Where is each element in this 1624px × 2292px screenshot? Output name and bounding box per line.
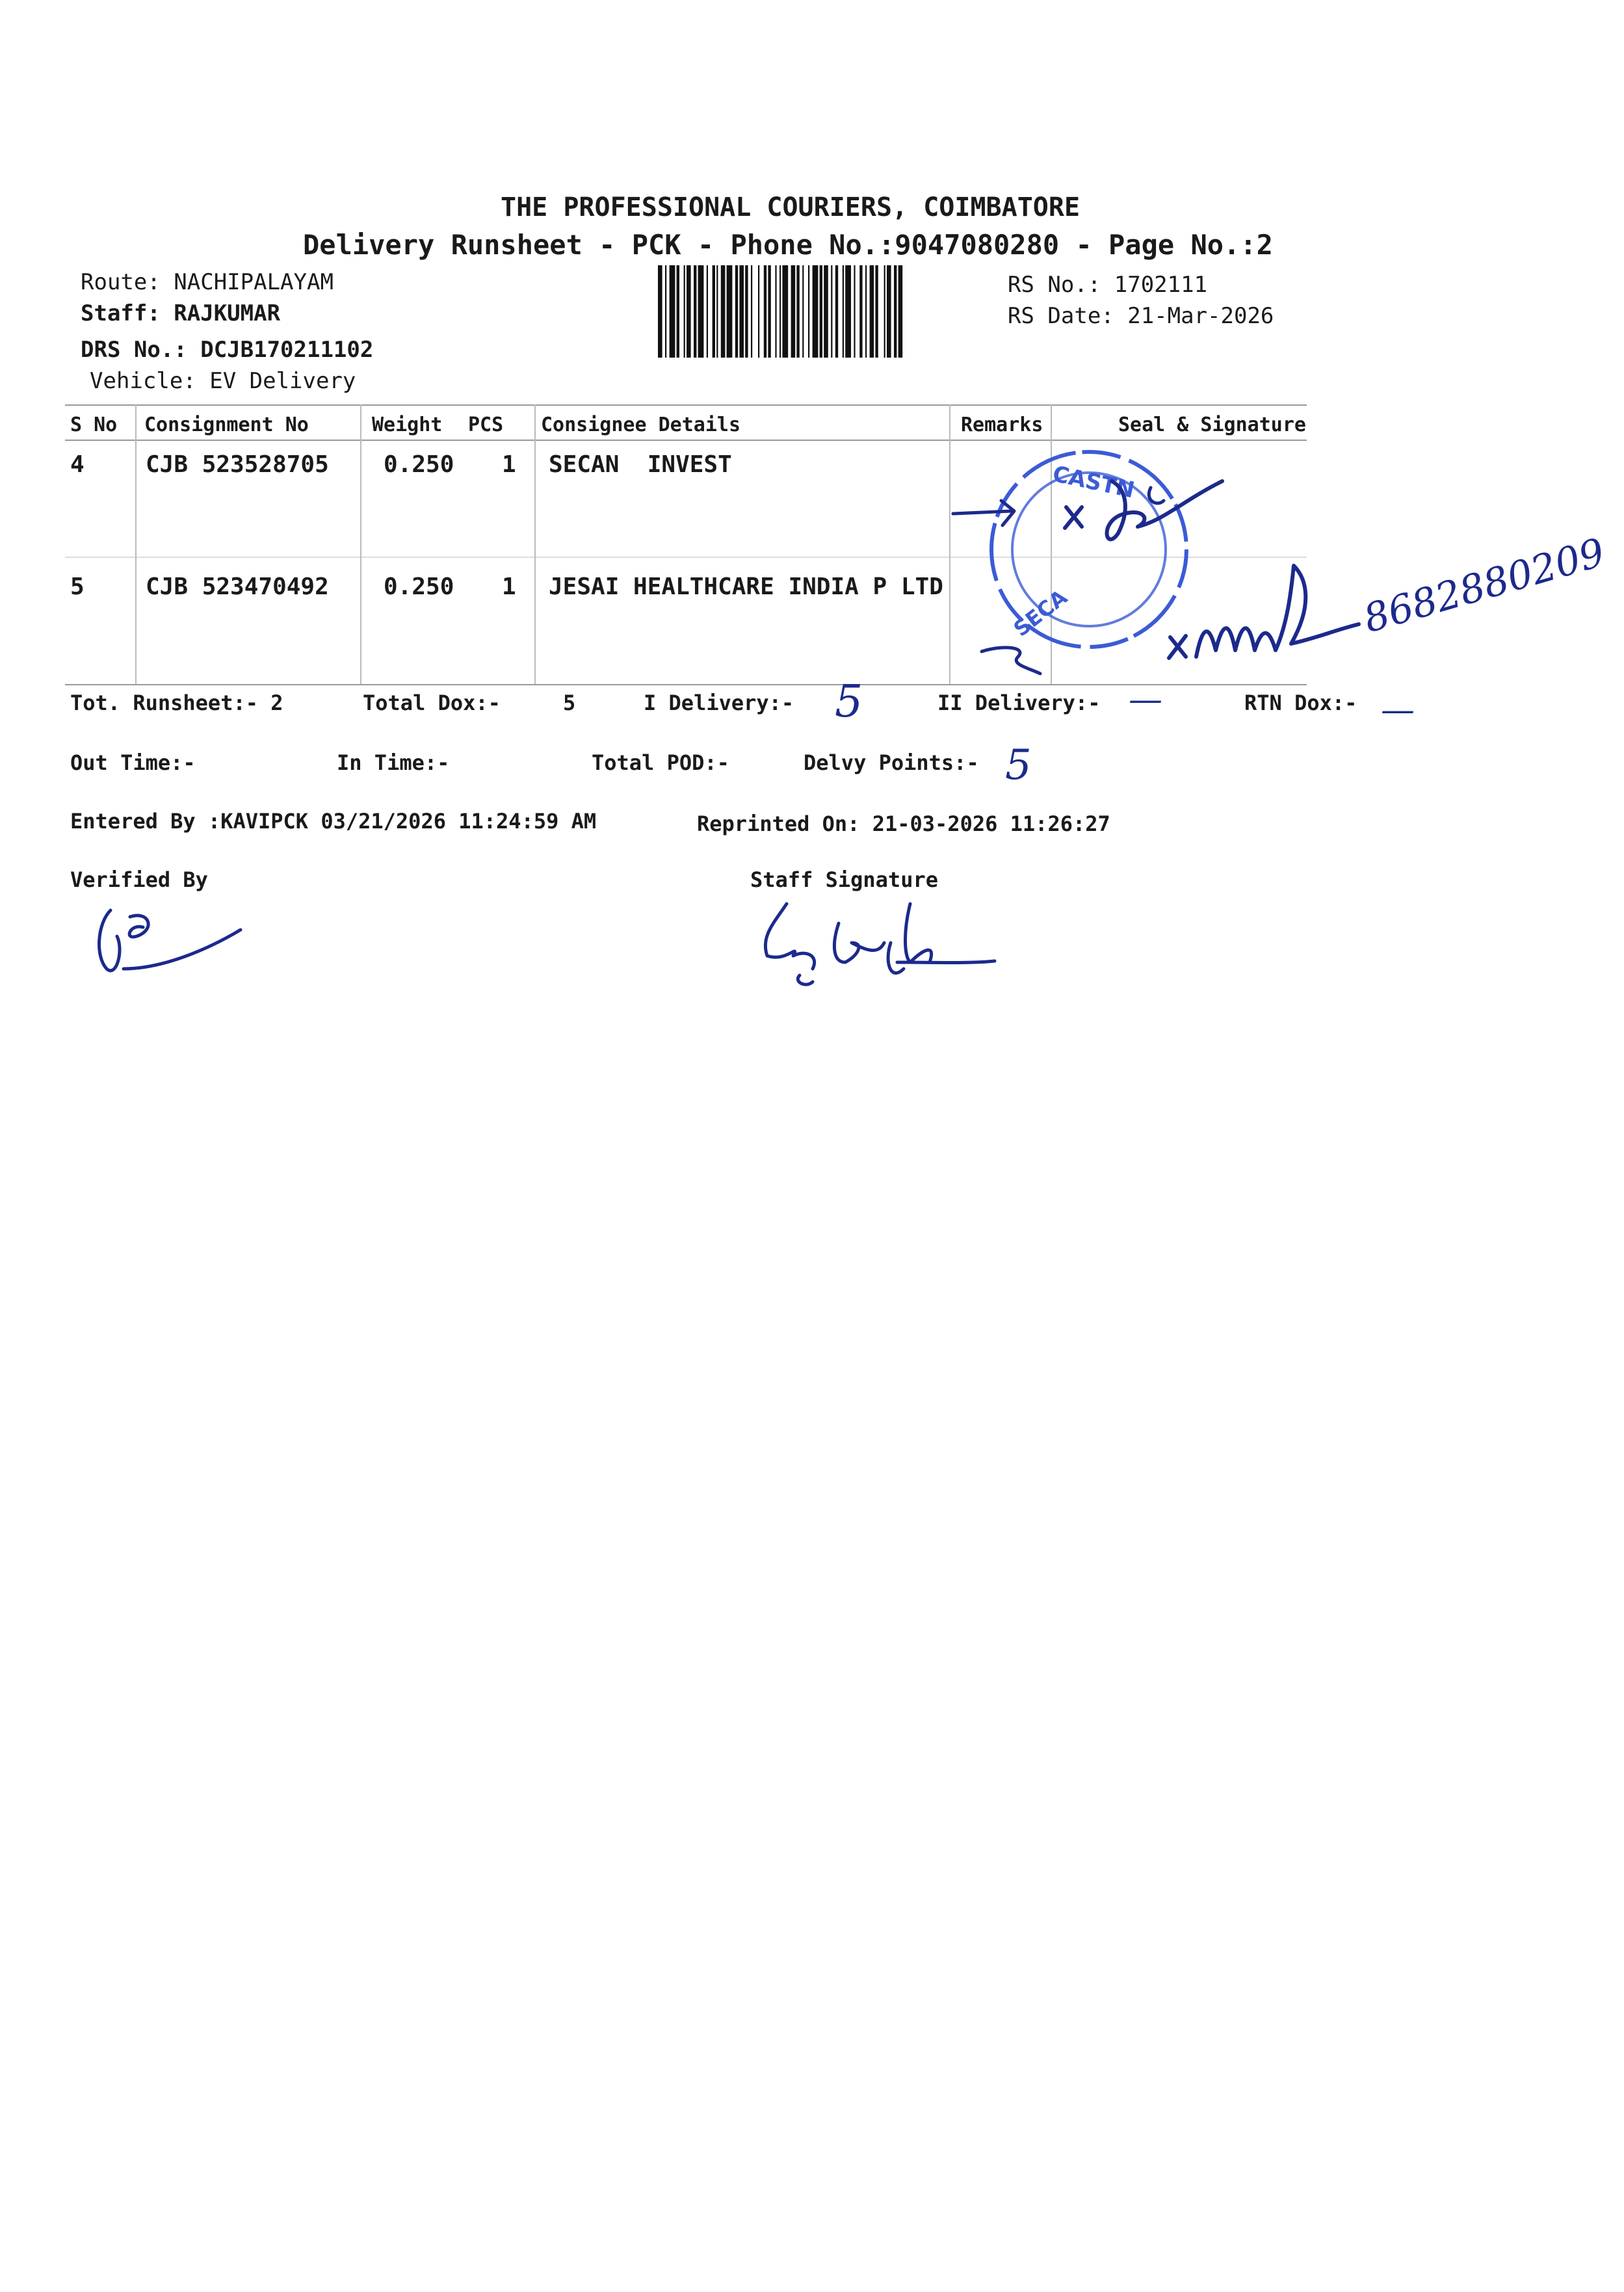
barcode-bar <box>658 265 662 358</box>
barcode-bar <box>713 265 715 358</box>
vehicle-label: Vehicle: EV Delivery <box>90 368 356 394</box>
barcode-bar <box>751 265 752 358</box>
barcode-bar <box>768 265 770 358</box>
col-divider-4 <box>949 404 950 684</box>
ii-delivery-handwritten: — <box>1129 680 1162 719</box>
col-header-consignee: Consignee Details <box>541 414 741 436</box>
col-divider-1 <box>135 404 137 684</box>
total-pod-label: Total POD:- <box>592 750 729 775</box>
row-consignment: CJB 523470492 <box>146 573 329 600</box>
barcode-bar <box>859 265 862 358</box>
barcode-bar <box>865 265 867 358</box>
barcode-bar <box>698 265 704 358</box>
barcode-bar <box>796 265 799 358</box>
drs-number: DRS No.: DCJB170211102 <box>81 337 374 363</box>
handwritten-phone: 8682880209 <box>1359 529 1610 642</box>
row-consignee: SECAN INVEST <box>549 451 732 478</box>
row-pcs: 1 <box>502 573 516 600</box>
entered-by: Entered By :KAVIPCK 03/21/2026 11:24:59 AM <box>70 809 597 834</box>
barcode-bar <box>721 265 726 358</box>
table-bottom-rule <box>65 684 1307 685</box>
barcode-bar <box>779 265 781 358</box>
barcode-bar <box>898 265 903 358</box>
delvy-points-handwritten: 5 <box>1005 741 1032 789</box>
barcode-bar <box>835 265 838 358</box>
company-title: THE PROFESSIONAL COURIERS, COIMBATORE <box>501 192 1080 222</box>
barcode-bar <box>813 265 819 358</box>
stamp-text-top: CASTN <box>1050 460 1137 504</box>
barcode-bar <box>677 265 679 358</box>
staff-label: Staff: RAJKUMAR <box>81 300 281 326</box>
col-divider-2 <box>360 404 361 684</box>
barcode-bar <box>845 265 851 358</box>
ii-delivery-label: II Delivery:- <box>937 691 1101 715</box>
barcode-bar <box>884 265 885 358</box>
barcode-bar <box>716 265 718 358</box>
col-divider-3 <box>534 404 536 684</box>
row-weight: 0.250 <box>384 451 454 478</box>
barcode-bar <box>694 265 696 358</box>
route-label: Route: NACHIPALAYAM <box>81 269 334 295</box>
barcode-bar <box>775 265 776 358</box>
barcode-bar <box>758 265 759 358</box>
barcode-bar <box>887 265 891 358</box>
barcode-bar <box>745 265 748 358</box>
recipient-signature-1 <box>1050 460 1235 559</box>
i-delivery-handwritten: 5 <box>835 676 863 728</box>
barcode-bar <box>808 265 809 358</box>
i-delivery-label: I Delivery:- <box>644 691 794 715</box>
tot-runsheet: Tot. Runsheet:- 2 <box>70 691 283 715</box>
runsheet-title: Delivery Runsheet - PCK - Phone No.:9047080280 - Page No.:2 <box>303 229 1273 261</box>
row-weight: 0.250 <box>384 573 454 600</box>
col-header-weight: Weight <box>372 414 443 436</box>
table-top-rule <box>65 404 1307 406</box>
barcode-bar <box>782 265 788 358</box>
barcode-bar <box>739 265 744 358</box>
barcode-bar <box>687 265 691 358</box>
barcode-bar <box>670 265 675 358</box>
row-consignee: JESAI HEALTHCARE INDIA P LTD <box>549 573 943 600</box>
barcode-bar <box>820 265 822 358</box>
barcode-bar <box>843 265 844 358</box>
verified-by-label: Verified By <box>70 867 208 892</box>
delvy-points-label: Delvy Points:- <box>804 750 979 775</box>
barcode-bar <box>894 265 897 358</box>
col-header-pcs: PCS <box>468 414 504 436</box>
arrow-mark-2 <box>975 640 1047 679</box>
barcode-bar <box>831 265 832 358</box>
recipient-signature-2 <box>1164 553 1385 683</box>
col-header-sno: S No <box>70 414 118 436</box>
col-header-seal: Seal & Signature <box>1118 414 1306 436</box>
stamp-text-bottom: SECA <box>1008 585 1072 642</box>
staff-signature <box>748 891 1008 988</box>
rtn-dox-handwritten: — <box>1381 691 1415 730</box>
barcode-bar <box>727 265 733 358</box>
table-header-rule <box>65 440 1307 441</box>
total-dox-value: 5 <box>563 691 576 715</box>
in-time-label: In Time:- <box>337 750 450 775</box>
row-pcs: 1 <box>502 451 516 478</box>
barcode <box>658 265 1000 358</box>
barcode-bar <box>854 265 855 358</box>
row-consignment: CJB 523528705 <box>146 451 329 478</box>
barcode-bar <box>665 265 666 358</box>
row-sno: 5 <box>70 573 85 600</box>
barcode-bar <box>735 265 738 358</box>
barcode-bar <box>824 265 828 358</box>
barcode-bar <box>707 265 708 358</box>
row-sno: 4 <box>70 451 85 478</box>
col-header-consignment: Consignment No <box>144 414 309 436</box>
out-time-label: Out Time:- <box>70 750 196 775</box>
barcode-bar <box>684 265 685 358</box>
barcode-bar <box>875 265 878 358</box>
rtn-dox-label: RTN Dox:- <box>1244 691 1357 715</box>
reprinted-on: Reprinted On: 21-03-2026 11:26:27 <box>697 811 1110 836</box>
barcode-bar <box>791 265 796 358</box>
barcode-bar <box>802 265 804 358</box>
rs-date: RS Date: 21-Mar-2026 <box>1008 303 1274 329</box>
verifier-signature <box>85 897 254 982</box>
col-header-remarks: Remarks <box>961 414 1043 436</box>
staff-signature-label: Staff Signature <box>750 867 938 892</box>
rs-number: RS No.: 1702111 <box>1008 272 1208 298</box>
barcode-bar <box>764 265 766 358</box>
arrow-mark-1 <box>949 494 1021 533</box>
barcode-bar <box>870 265 874 358</box>
total-dox-label: Total Dox:- <box>363 691 501 715</box>
